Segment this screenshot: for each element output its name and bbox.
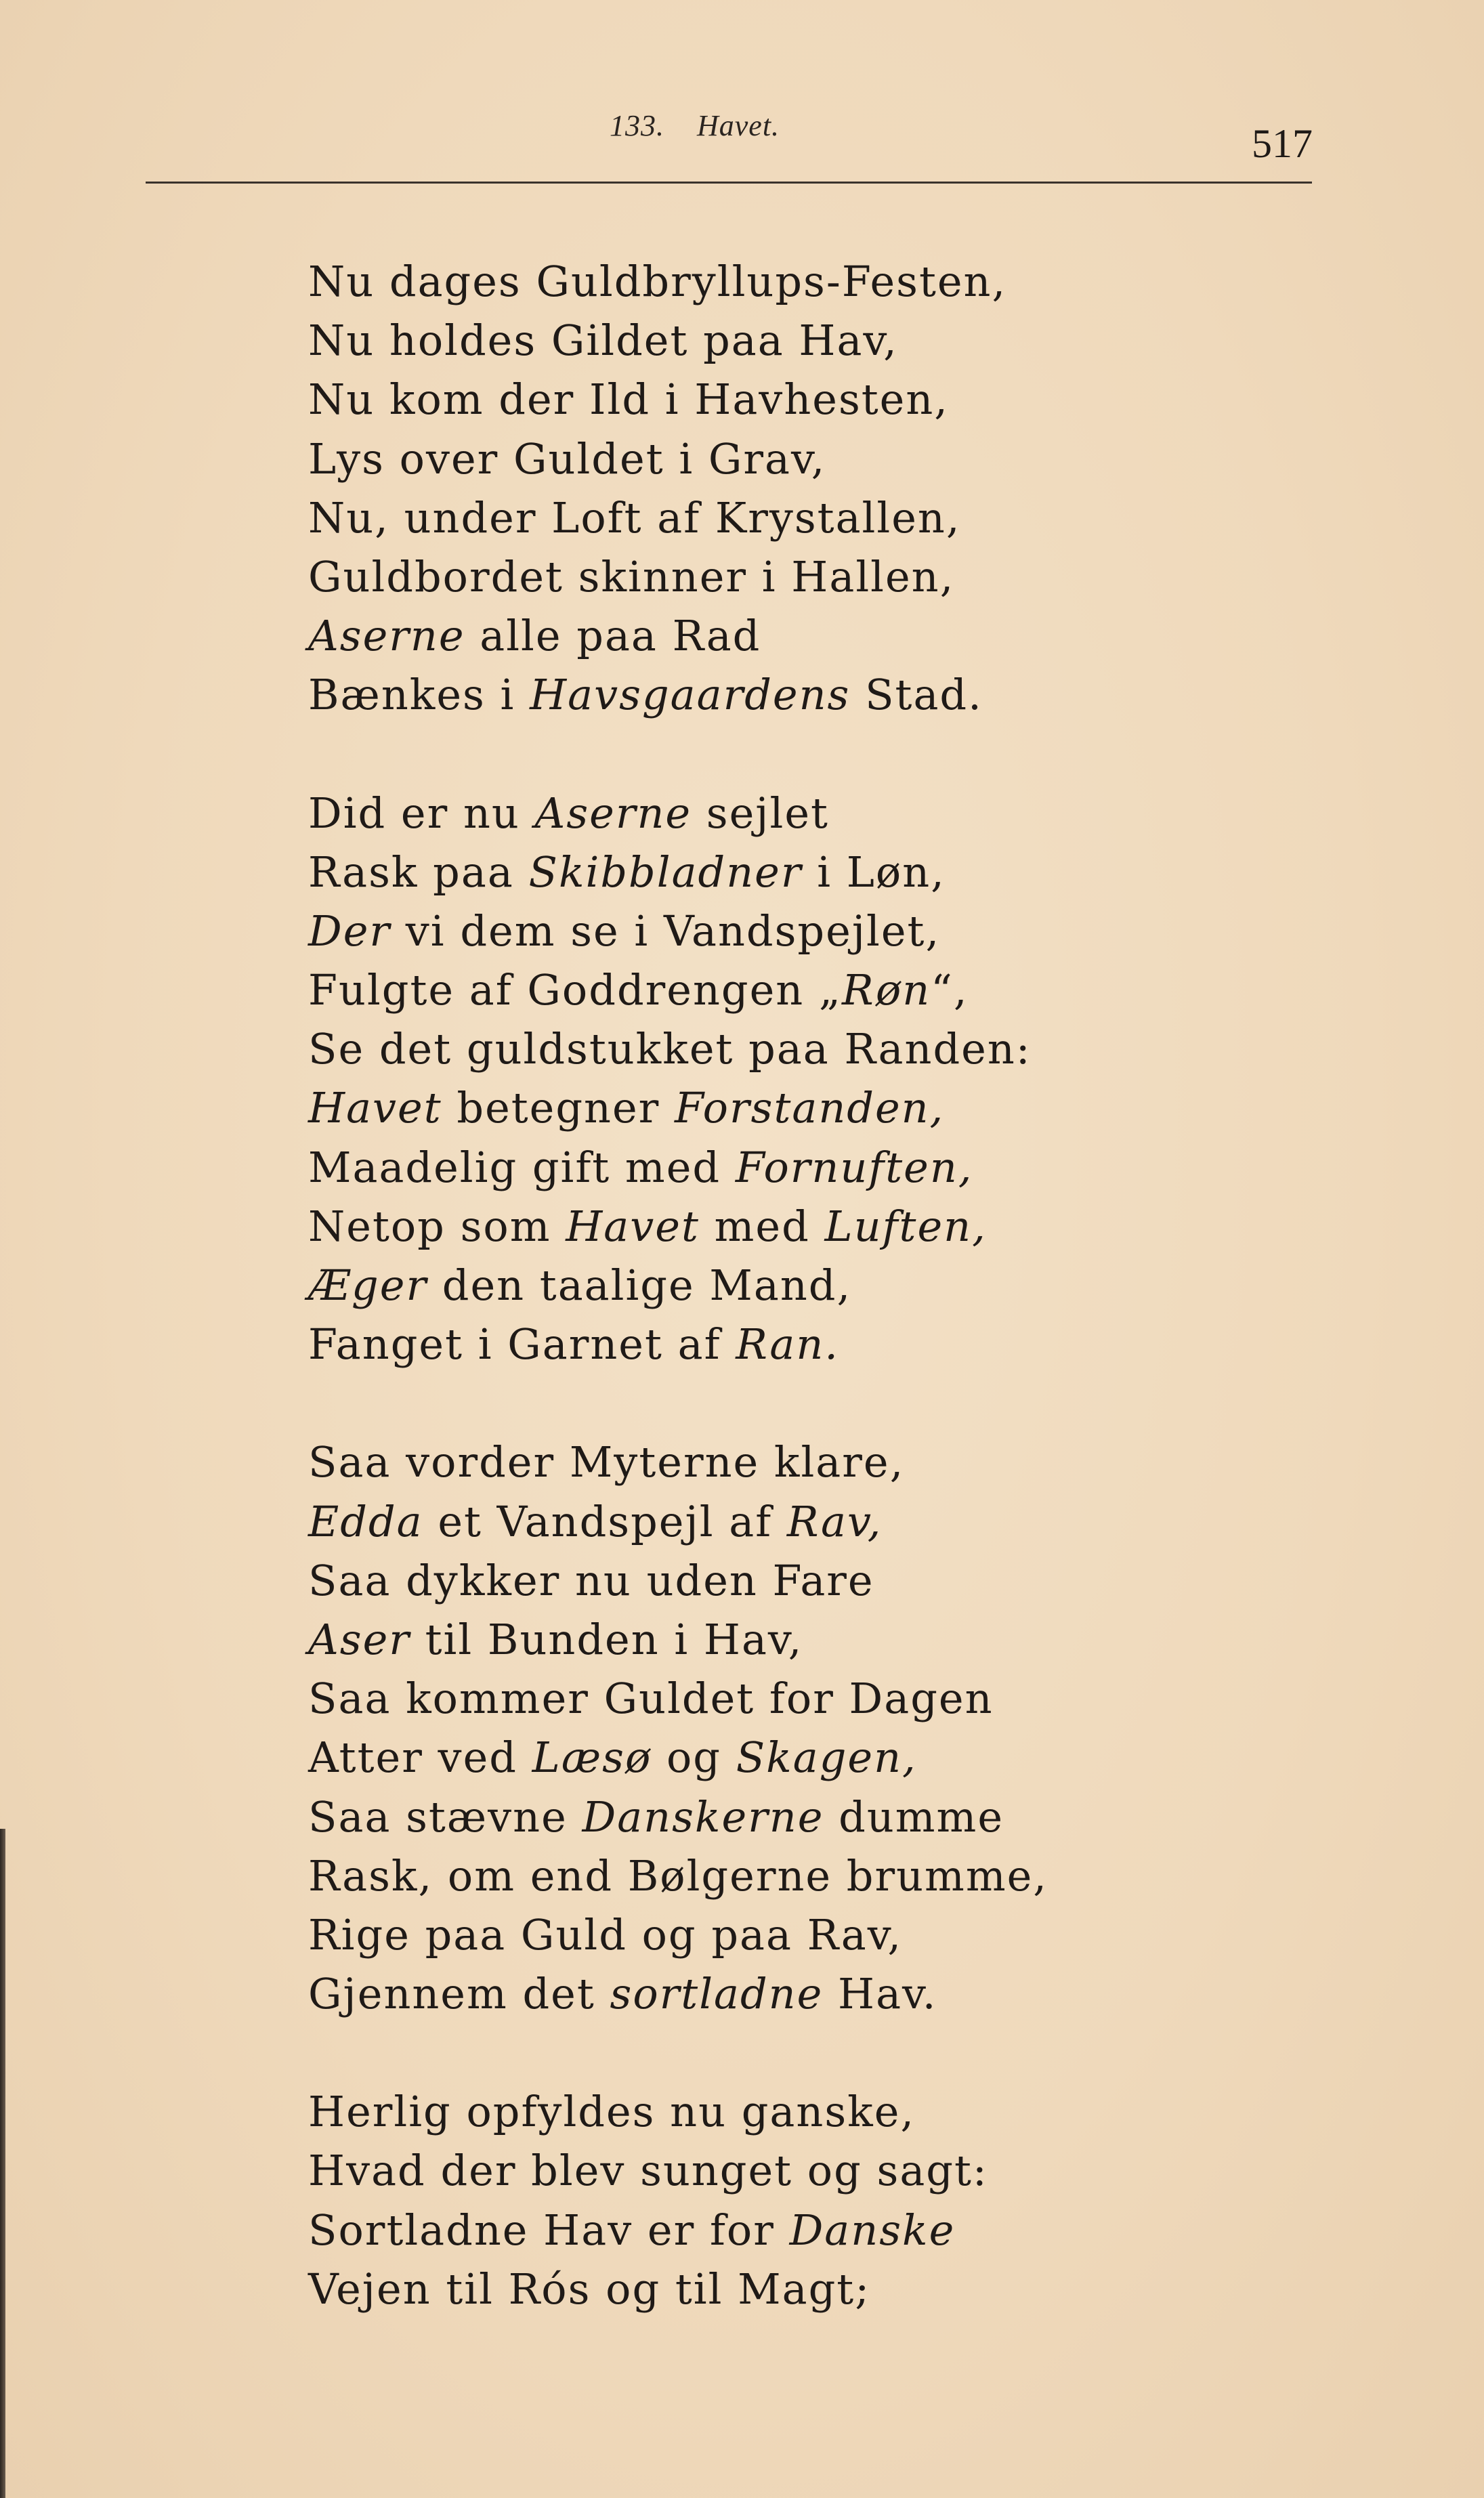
italic-name: Rav, — [786, 1496, 883, 1546]
section-title: Havet. — [697, 109, 780, 142]
stanza — [308, 784, 1426, 1374]
italic-name: Skibbladner — [528, 847, 803, 897]
page-edge-shadow — [0, 1829, 5, 2498]
line-text: Rask, om end Bølgerne brumme, — [308, 1850, 1048, 1901]
italic-name: Læsø — [532, 1733, 652, 1783]
poem-line — [308, 1492, 1426, 1551]
line-text: alle paa Rad — [465, 611, 761, 661]
italic-name: Edda — [308, 1496, 423, 1546]
poem-line — [308, 252, 1426, 311]
poem-line — [308, 547, 1426, 606]
poem-line — [308, 2201, 1426, 2260]
line-text: Netop som — [308, 1201, 566, 1251]
line-text: sejlet — [692, 788, 829, 838]
poem-line — [308, 429, 1426, 488]
stanza — [308, 1433, 1426, 2023]
stanza — [308, 252, 1426, 725]
italic-name: Skagen, — [736, 1733, 917, 1783]
poem-line — [308, 2141, 1426, 2200]
italic-name: Ran. — [736, 1319, 839, 1370]
line-text: “, — [931, 965, 969, 1015]
line-text: Rige paa Guld og paa Rav, — [308, 1909, 903, 1960]
line-text: Fulgte af Goddrengen „ — [308, 965, 843, 1015]
poem-line — [308, 784, 1426, 843]
line-text: Atter ved — [308, 1733, 532, 1783]
poem-line — [308, 960, 1426, 1019]
poem-line — [308, 1964, 1426, 2023]
italic-name: Fornuften, — [735, 1142, 973, 1192]
line-text: vi dem se i Vandspejlet, — [391, 906, 941, 956]
line-text: Nu dages Guldbryllups-Festen, — [308, 257, 1007, 306]
poem-line — [308, 665, 1426, 724]
poem-body — [308, 252, 1426, 2377]
line-text: Herlig opfyldes nu ganske, — [308, 2087, 916, 2137]
line-text: i Løn, — [802, 847, 946, 897]
poem-line — [308, 1078, 1426, 1137]
poem-line — [308, 1905, 1426, 1964]
poem-line — [308, 370, 1426, 429]
line-text: til Bunden i Hav, — [410, 1614, 803, 1664]
italic-name: Æger — [308, 1261, 428, 1310]
italic-name: Danske — [789, 2205, 956, 2255]
line-text: Saa kommer Guldet for Dagen — [308, 1674, 994, 1724]
line-text: Hvad der blev sunget og sagt: — [308, 2146, 988, 2196]
line-text: Nu holdes Gildet paa Hav, — [308, 316, 898, 366]
italic-name: Havsgaardens — [530, 670, 851, 720]
line-text: Se det guldstukket paa Randen: — [308, 1024, 1032, 1074]
stanza — [308, 2082, 1426, 2319]
poem-line — [308, 1728, 1426, 1787]
poem-line — [308, 1433, 1426, 1491]
italic-name: Havet — [308, 1083, 442, 1133]
italic-name: Der — [308, 906, 391, 956]
poem-line — [308, 902, 1426, 960]
line-text: Nu kom der Ild i Havhesten, — [308, 375, 950, 425]
line-text: Guldbordet skinner i Hallen, — [308, 551, 955, 601]
poem-line — [308, 1846, 1426, 1905]
poem-line — [308, 1256, 1426, 1315]
line-text: Did er nu — [308, 788, 535, 838]
line-text: Bænkes i — [308, 670, 530, 720]
poem-line — [308, 311, 1426, 370]
poem-line — [308, 1610, 1426, 1669]
italic-name: Aserne — [308, 611, 465, 661]
poem-line — [308, 1315, 1426, 1374]
line-text: den taalige Mand, — [427, 1261, 852, 1310]
line-text: et Vandspejl af — [423, 1496, 787, 1546]
line-text: og — [652, 1733, 736, 1783]
italic-name: Aserne — [534, 788, 692, 838]
italic-name: Aser — [308, 1614, 410, 1664]
header-rule — [146, 182, 1312, 184]
line-text: Gjennem det — [308, 1969, 610, 2019]
line-text: Rask paa — [308, 847, 529, 897]
line-text: Nu, under Loft af Krystallen, — [308, 492, 961, 543]
line-text: Hav. — [823, 1969, 937, 2019]
italic-name: Forstanden, — [675, 1083, 945, 1133]
italic-name: Røn — [842, 965, 931, 1015]
line-text: Lys over Guldet i Grav, — [308, 433, 826, 484]
poem-line — [308, 1787, 1426, 1846]
line-text: Vejen til Rós og til Magt; — [308, 2264, 871, 2314]
line-text: Saa stævne — [308, 1792, 582, 1842]
line-text: Maadelig gift med — [308, 1142, 736, 1192]
line-text: betegner — [442, 1083, 675, 1133]
section-number: 133. — [610, 109, 664, 142]
line-text: med — [699, 1201, 825, 1251]
italic-name: Luften, — [824, 1201, 987, 1251]
poem-line — [308, 1551, 1426, 1610]
line-text: Sortladne Hav er for — [308, 2205, 790, 2255]
header-title — [610, 108, 780, 143]
poem-line — [308, 606, 1426, 665]
line-text: Stad. — [850, 670, 983, 720]
line-text: Fanget i Garnet af — [308, 1319, 736, 1370]
poem-line — [308, 488, 1426, 547]
poem-line — [308, 2082, 1426, 2141]
page-number: 517 — [1252, 121, 1313, 166]
running-header — [0, 102, 1484, 169]
line-text: dumme — [824, 1792, 1004, 1842]
italic-name: Havet — [566, 1201, 700, 1251]
line-text: Saa dykker nu uden Fare — [308, 1555, 874, 1605]
italic-name: sortladne — [610, 1969, 824, 2019]
poem-line — [308, 2260, 1426, 2319]
poem-line — [308, 1138, 1426, 1197]
poem-line — [308, 843, 1426, 902]
poem-line — [308, 1019, 1426, 1078]
line-text: Saa vorder Myterne klare, — [308, 1437, 905, 1487]
italic-name: Danskerne — [582, 1792, 824, 1842]
poem-line — [308, 1197, 1426, 1256]
poem-line — [308, 1669, 1426, 1728]
